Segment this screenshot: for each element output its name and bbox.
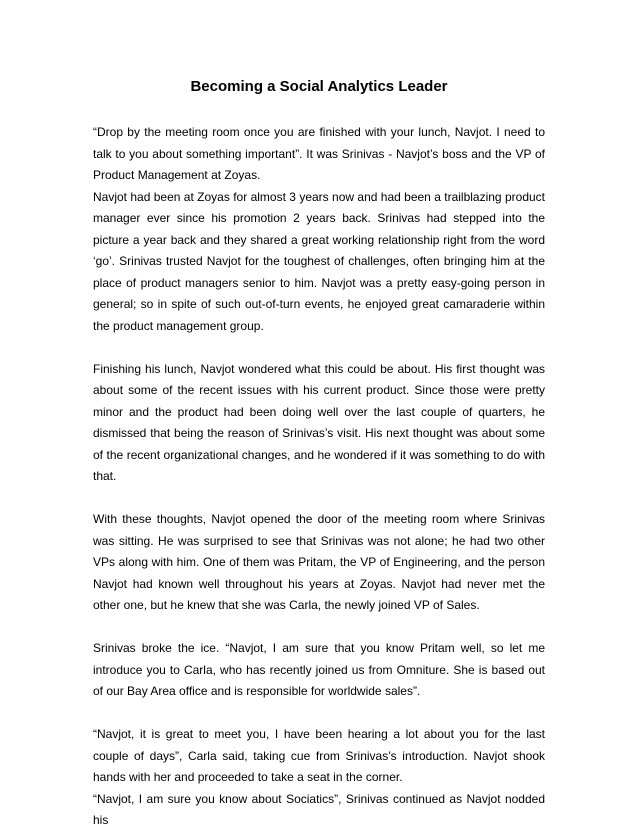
paragraph-meeting-room: With these thoughts, Navjot opened the door of the meeting room where Srinivas was sitting. He was surprised to see that Srinivas was not alone; he had two other VPs along with him. One of them was Pritam, the VP of Engineering, and the person Navjot had known well throughout his years at Zoyas. Navjot had never met the other one, but he knew that she was Carla, the newly joined VP of Sales. (93, 512, 545, 612)
document-body (93, 122, 545, 832)
paragraph-meeting-request: “Drop by the meeting room once you are finished with your lunch, Navjot. I need to talk to you about something important”. It was Srinivas - Navjot’s boss and the VP of Product Management at Zoyas. (93, 125, 545, 182)
paragraph-navjot-background: Navjot had been at Zoyas for almost 3 years now and had been a trailblazing product manager ever since his promotion 2 years back. Srinivas had stepped into the picture a year back and they shared a great working relationship right from the word ‘go’. Srinivas trusted Navjot for the toughest of challenges, often bringing him at the place of product managers senior to him. Navjot was a pretty easy-going person in general; so in spite of such out-of-turn events, he enjoyed great camaraderie within the product management group. (93, 189, 545, 333)
document-title: Becoming a Social Analytics Leader (190, 78, 448, 95)
paragraph-finishing-lunch: Finishing his lunch, Navjot wondered what this could be about. His first thought was about some of the recent issues with his current product. Since those were pretty minor and the product had been doing well over the last couple of quarters, he dismissed that being the reason of Srinivas’s visit. His next thought was about some of the recent organizational changes, and he wondered if it was something to do with that. (93, 361, 545, 483)
paragraph-sociatics: “Navjot, I am sure you know about Sociatics”, Srinivas continued as Navjot nodded his (93, 791, 545, 827)
paragraph-carla-greeting: “Navjot, it is great to meet you, I have been hearing a lot about you for the last couple of days”, Carla said, taking cue from Srinivas’s introduction. Navjot shook hands with her and proceeded to take a seat in the corner. (93, 727, 545, 784)
paragraph-introduction: Srinivas broke the ice. “Navjot, I am sure that you know Pritam well, so let me introduce you to Carla, who has recently joined us from Omniture. She is based out of our Bay Area office and is responsible for worldwide sales”. (93, 641, 545, 698)
